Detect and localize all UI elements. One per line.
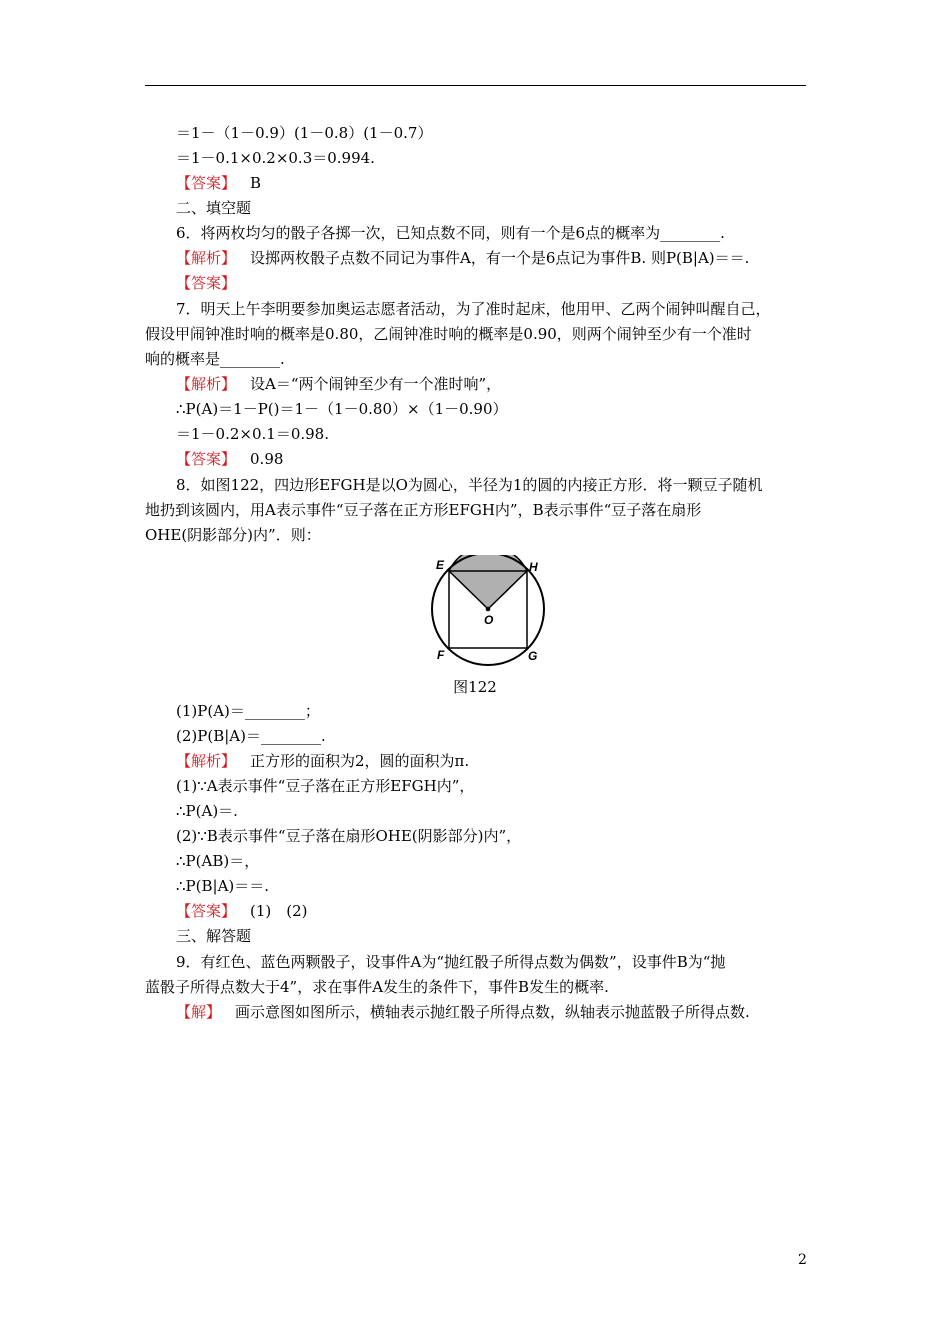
header-rule	[145, 85, 806, 86]
page-number: 2	[798, 1252, 807, 1268]
text-line: ∴P(A)＝.	[176, 802, 238, 820]
question-line: 7．明天上午李明要参加奥运志愿者活动，为了准时起床，他用甲、乙两个闹钟叫醒自己，	[176, 300, 771, 318]
question-line: 9．有红色、蓝色两颗骰子，设事件A为“抛红骰子所得点数为偶数”，设事件B为“抛	[176, 953, 726, 971]
question-line: 地扔到该圆内，用A表示事件“豆子落在正方形EFGH内”，B表示事件“豆子落在扇形	[145, 501, 702, 519]
answer-tag: 【答案】	[176, 902, 237, 920]
solution-tag: 【解】	[176, 1003, 222, 1021]
analysis-tag: 【解析】	[176, 249, 237, 267]
text-line: (2)∵B表示事件“豆子落在扇形OHE(阴影部分)内”，	[176, 827, 522, 845]
answer-tag: 【答案】	[176, 450, 237, 468]
subquestion-line: (1)P(A)＝________；	[176, 702, 320, 720]
text-line: ＝1－0.1×0.2×0.3＝0.994.	[176, 149, 375, 167]
label-e: E	[436, 558, 445, 572]
text-line: ∴P(A)＝1－P()＝1－（1－0.80）×（1－0.90）	[176, 400, 508, 418]
solution-line: 【解】 画示意图如图所示，横轴表示抛红骰子所得点数，纵轴表示抛蓝骰子所得点数.	[176, 1003, 750, 1021]
figure-caption: 图122	[453, 678, 497, 696]
answer-line: 【答案】 B	[176, 174, 262, 192]
text-line: ＝1－0.2×0.1＝0.98.	[176, 425, 329, 443]
text-line: ∴P(B|A)＝＝.	[176, 877, 270, 895]
answer-line: 【答案】 (1) (2)	[176, 902, 308, 920]
text-line: ∴P(AB)＝，	[176, 852, 260, 870]
analysis-line: 【解析】 设掷两枚骰子点数不同记为事件A，有一个是6点记为事件B. 则P(B|A)＝＝.	[176, 249, 750, 267]
question-line: 响的概率是________.	[145, 350, 285, 368]
question-line: 假设甲闹钟准时响的概率是0.80，乙闹钟准时响的概率是0.90，则两个闹钟至少有一个准时	[145, 325, 752, 343]
analysis-tag: 【解析】	[176, 752, 237, 770]
answer-line: 【答案】 0.98	[176, 450, 284, 468]
answer-line	[145, 271, 838, 295]
label-h: H	[529, 560, 538, 574]
subquestion-line: (2)P(B|A)＝________.	[176, 727, 326, 745]
question-line: OHE(阴影部分)内”．则：	[145, 526, 321, 544]
figure-svg	[428, 555, 548, 667]
analysis-tag: 【解析】	[176, 375, 237, 393]
label-f: F	[437, 648, 445, 662]
analysis-line: 【解析】 设A＝“两个闹钟至少有一个准时响”，	[176, 375, 502, 393]
section-heading: 三、解答题	[176, 927, 252, 945]
circle-square-figure	[428, 555, 548, 671]
answer-tag: 【答案】	[176, 274, 237, 292]
question-line: 蓝骰子所得点数大于4”，求在事件A发生的条件下，事件B发生的概率.	[145, 978, 609, 996]
text-line: (1)∵A表示事件“豆子落在正方形EFGH内”，	[176, 777, 475, 795]
label-g: G	[528, 649, 538, 663]
section-heading: 二、填空题	[176, 199, 252, 217]
label-o: O	[484, 613, 494, 627]
question-line: 8．如图122，四边形EFGH是以O为圆心，半径为1的圆的内接正方形．将一颗豆子随机	[176, 476, 763, 494]
center-point-o	[486, 607, 491, 612]
question-line: 6．将两枚均匀的骰子各掷一次，已知点数不同，则有一个是6点的概率为________.	[176, 224, 725, 242]
analysis-line: 【解析】 正方形的面积为2，圆的面积为π.	[176, 752, 470, 770]
answer-tag: 【答案】	[176, 174, 237, 192]
text-line: ＝1－（1－0.9）(1－0.8）(1－0.7）	[176, 124, 433, 142]
